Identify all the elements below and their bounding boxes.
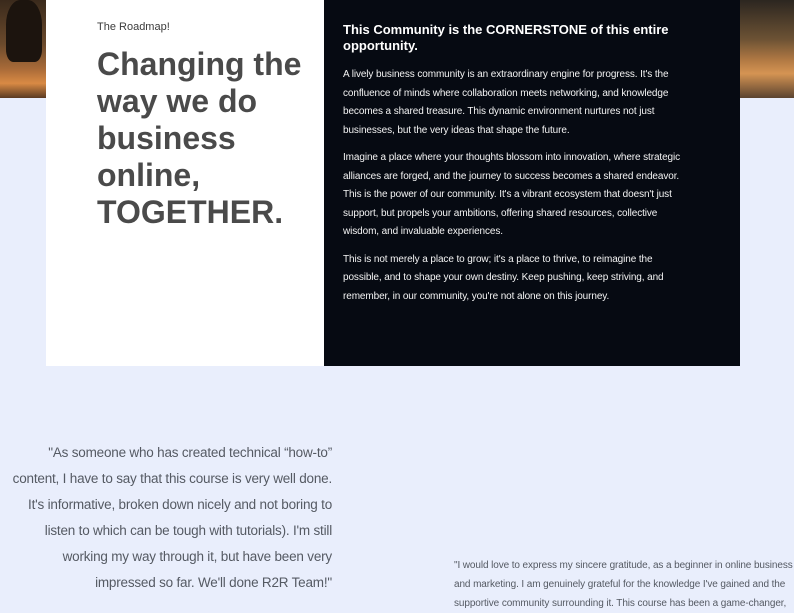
hero-photo-right: [740, 0, 794, 98]
hero-photo-left: [0, 0, 46, 98]
testimonial-quote: "I would love to express my sincere gratitude, as a beginner in online business and marketing. I am genuinely grateful for the knowledge I've gained and the supportive community surrounding it. This course has been a game-changer,: [454, 560, 793, 609]
testimonial-quote: "As someone who has created technical “how-to” content, I have to say that this course is very well done. It's informative, broken down nicely and not boring to listen to which can be tough with tutorials). I'm still working my way through it, but have been very impressed so far. We'll done R2R Team!": [12, 445, 332, 590]
community-paragraph: Imagine a place where your thoughts blossom into innovation, where strategic alliances are forged, and the journey to success becomes a shared endeavor. This is the power of our community. It's a vibrant ecosystem that doesn't just support, but propels your ambitions, offering shared resources, collective wisdom, and invaluable experiences.: [343, 152, 681, 237]
roadmap-headline: Changing the way we do business online, TOGETHER.: [97, 46, 302, 230]
roadmap-eyebrow: The Roadmap!: [97, 21, 170, 33]
community-body: [343, 66, 683, 315]
person-silhouette: [6, 0, 42, 62]
community-paragraph: This is not merely a place to grow; it's a place to thrive, to reimagine the possible, and to shape your own destiny. Keep pushing, keep striving, and remember, in our community, you're not alone on this journey.: [343, 253, 664, 302]
community-panel: [324, 0, 740, 366]
roadmap-panel: [46, 0, 324, 366]
community-paragraph: A lively business community is an extraordinary engine for progress. It's the confluence of minds where collaboration meets networking, and knowledge becomes a shared treasure. This dynamic environment nurtures not just businesses, but the very ideas that shape the future.: [343, 69, 669, 136]
community-title: This Community is the CORNERSTONE of this entire opportunity.: [343, 22, 669, 53]
